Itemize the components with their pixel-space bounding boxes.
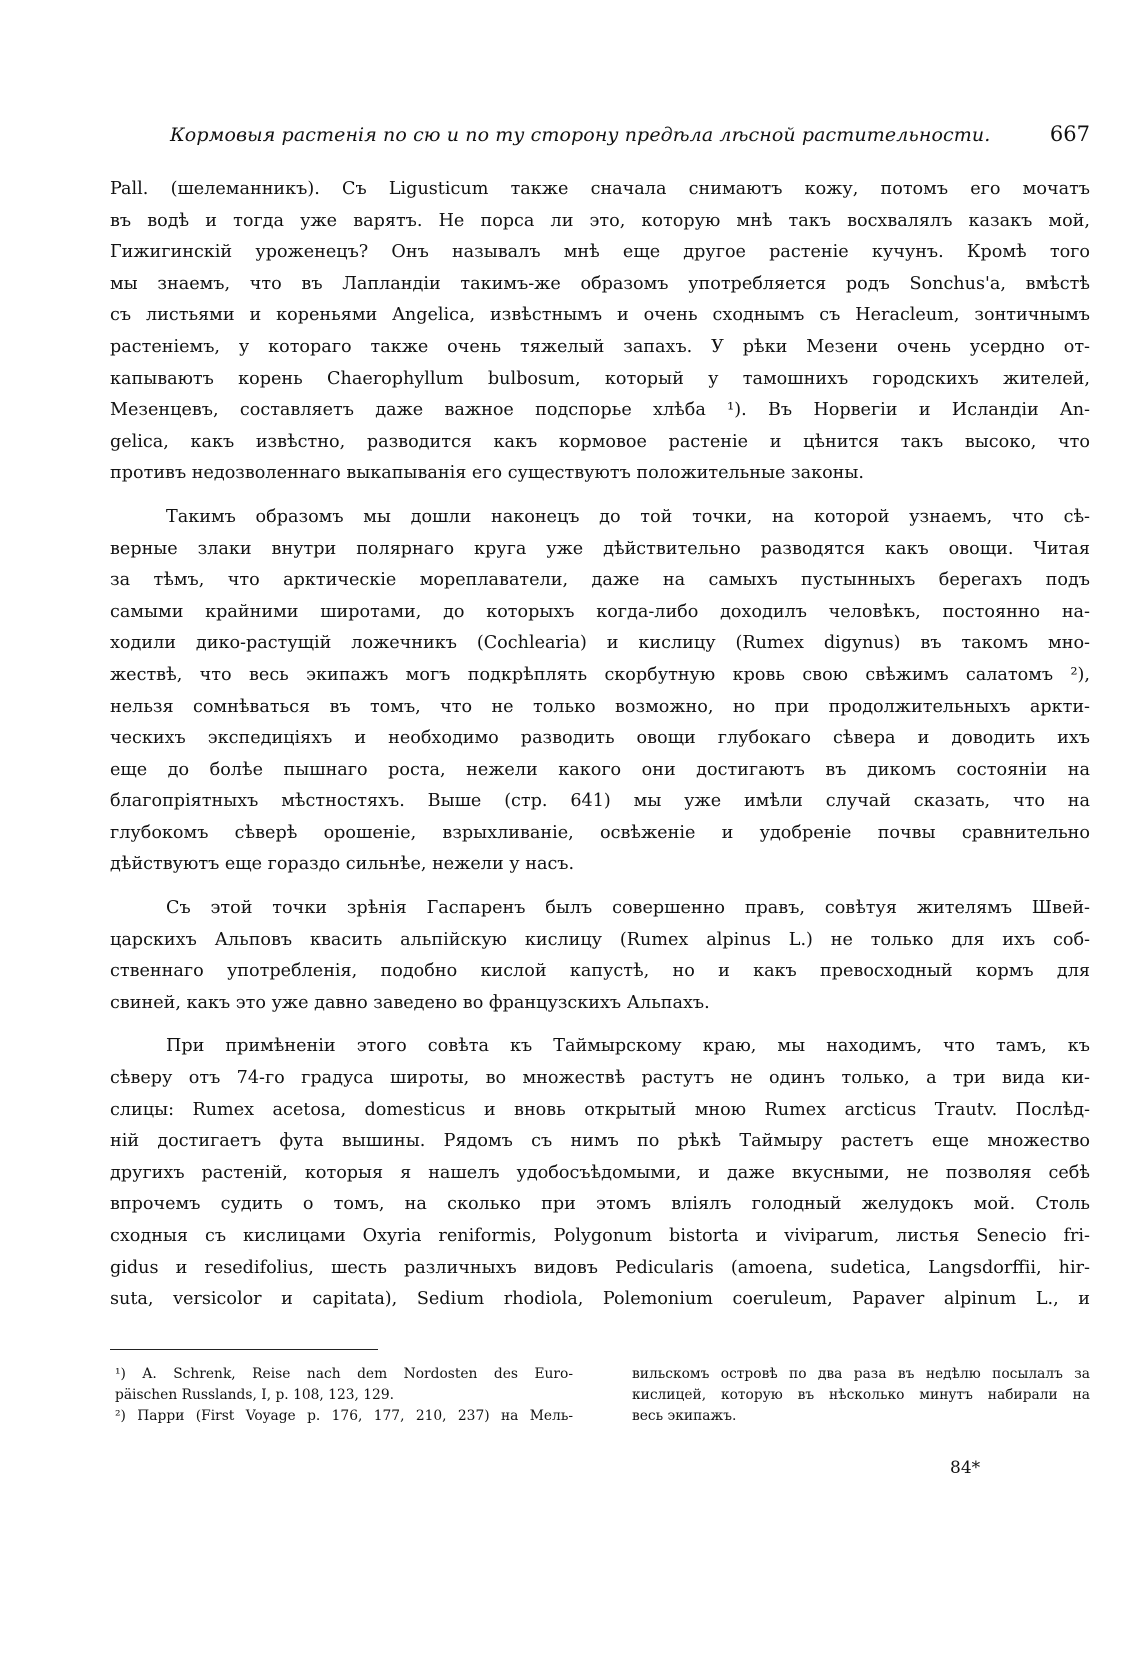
footnote-line: päischen Russlands, I, p. 108, 123, 129. [115, 1387, 394, 1403]
text-line: Съ этой точки зрѣнія Гаспаренъ былъ совершенно правъ, совѣтуя жителямъ Швей- [166, 898, 1090, 919]
text-line: за тѣмъ, что арктическіе мореплаватели, даже на самыхъ пустынныхъ берегахъ подъ [110, 570, 1090, 591]
header-title: Кормовыя растенія по сю и по ту сторону предѣла лѣсной растительности. [170, 124, 991, 146]
text-line: сѣверу отъ 74-го градуса широты, во множествѣ растутъ не одинъ только, а три вида ки- [110, 1068, 1090, 1089]
text-line: самыми крайними широтами, до которыхъ когда-либо доходилъ человѣкъ, постоянно на- [110, 601, 1090, 622]
text-line: нельзя сомнѣваться въ томъ, что не только возможно, но при продолжительныхъ аркти- [110, 696, 1090, 717]
text-line: свиней, какъ это уже давно заведено во французскихъ Альпахъ. [110, 992, 710, 1013]
text-line: въ водѣ и тогда уже варятъ. Не порса ли это, которую мнѣ такъ восхвалялъ казакъ мой, [110, 210, 1090, 231]
footnote-column-left [115, 1364, 573, 1427]
body-text [110, 174, 1090, 1316]
text-line: дѣйствуютъ еще гораздо сильнѣе, нежели у насъ. [110, 854, 575, 875]
footnote-column-right [632, 1364, 1090, 1427]
text-line: растеніемъ, у котораго также очень тяжелый запахъ. У рѣки Мезени очень усердно от- [110, 336, 1090, 357]
text-line: ній достигаетъ фута вышины. Рядомъ съ нимъ по рѣкѣ Таймыру растетъ еще множество [110, 1131, 1090, 1152]
text-line: ходили дико-растущій ложечникъ (Cochlearia) и кислицу (Rumex digynus) въ такомъ мно- [110, 633, 1090, 654]
text-line: капываютъ корень Chaerophyllum bulbosum, который у тамошнихъ городскихъ жителей, [110, 368, 1090, 389]
page-number: 667 [1049, 122, 1090, 146]
footnote-line: ¹) A. Schrenk, Reise nach dem Nordosten des Euro- [115, 1366, 573, 1382]
text-line: При примѣненіи этого совѣта къ Таймырскому краю, мы находимъ, что тамъ, къ [166, 1036, 1090, 1057]
text-line: впрочемъ судить о томъ, на сколько при этомъ вліялъ голодный желудокъ мой. Столь [110, 1194, 1090, 1215]
text-line: suta, versicolor и capitata), Sedium rhodiola, Polemonium coeruleum, Papaver alpinum L., и [110, 1289, 1090, 1310]
text-line: Такимъ образомъ мы дошли наконецъ до той точки, на которой узнаемъ, что сѣ- [166, 506, 1090, 527]
text-line: gidus и resedifolius, шесть различныхъ видовъ Pedicularis (amoena, sudetica, Langsdorffii, hir- [110, 1257, 1090, 1278]
text-line: Pall. (шелеманникъ). Съ Ligusticum также сначала снимаютъ кожу, потомъ его мочатъ [110, 179, 1090, 199]
text-line: Гижигинскій уроженецъ? Онъ называлъ мнѣ еще другое растеніе кучунъ. Кромѣ того [110, 242, 1090, 263]
text-line: противъ недозволеннаго выкапыванія его существуютъ положительные законы. [110, 463, 864, 484]
text-line: царскихъ Альповъ квасить альпійскую кислицу (Rumex alpinus L.) не только для ихъ соб- [110, 929, 1090, 950]
signature-mark: 84* [950, 1458, 981, 1478]
footnote-line: ²) Парри (First Voyage p. 176, 177, 210, 237) на Мель- [115, 1408, 573, 1424]
text-line: еще до болѣе пышнаго роста, нежели какого они достигаютъ въ дикомъ состояніи на [110, 759, 1090, 780]
text-line: сходныя съ кислицами Oxyria reniformis, Polygonum bistorta и viviparum, листья Senecio fri- [110, 1226, 1090, 1246]
text-line: ственнаго употребленія, подобно кислой капустѣ, но и какъ превосходный кормъ для [110, 961, 1090, 982]
footnote-line: вильскомъ островѣ по два раза въ недѣлю посылалъ за [632, 1366, 1090, 1382]
text-line: мы знаемъ, что въ Лапландіи такимъ-же образомъ употребляется родъ Sonchus'а, вмѣстѣ [110, 273, 1090, 294]
text-line: Мезенцевъ, составляетъ даже важное подспорье хлѣба ¹). Въ Норвегіи и Исландіи An- [110, 400, 1090, 421]
text-line: благопріятныхъ мѣстностяхъ. Выше (стр. 641) мы уже имѣли случай сказать, что на [110, 791, 1090, 812]
text-line: съ листьями и кореньями Angelica, извѣстнымъ и очень сходнымъ съ Heracleum, зонтичнымъ [110, 305, 1090, 326]
text-line: глубокомъ сѣверѣ орошеніе, взрыхливаніе, освѣженіе и удобреніе почвы сравнительно [110, 822, 1090, 843]
text-line: верные злаки внутри полярнаго круга уже дѣйствительно разводятся какъ овощи. Читая [110, 538, 1090, 559]
text-line: слицы: Rumex acetosa, domesticus и вновь открытый мною Rumex arcticus Trautv. Послѣд- [110, 1099, 1090, 1120]
footnote-divider [110, 1349, 378, 1350]
text-line: другихъ растеній, которыя я нашелъ удобосъѣдомыми, и даже вкусными, не позволяя себѣ [110, 1162, 1090, 1183]
text-line: gelica, какъ извѣстно, разводится какъ кормовое растеніе и цѣнится такъ высоко, что [110, 431, 1090, 452]
text-line: жествѣ, что весь экипажъ могъ подкрѣплять скорбутную кровь свою свѣжимъ салатомъ ²), [110, 664, 1090, 685]
running-header [170, 122, 1090, 146]
footnotes [115, 1364, 1090, 1427]
text-line: ческихъ экспедиціяхъ и необходимо разводить овощи глубокаго сѣвера и доводить ихъ [110, 728, 1090, 749]
footnote-line: весь экипажъ. [632, 1408, 737, 1424]
footnote-line: кислицей, которую въ нѣсколько минутъ набирали на [632, 1387, 1090, 1403]
